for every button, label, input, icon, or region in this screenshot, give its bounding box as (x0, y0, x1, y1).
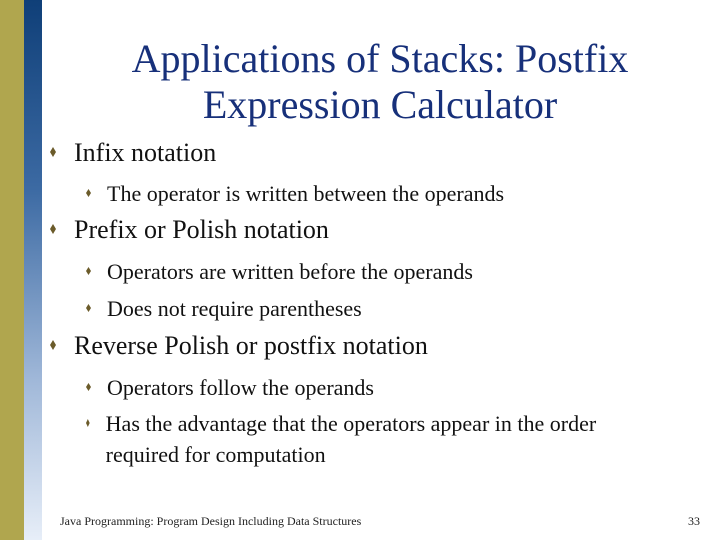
sub-bullet (86, 293, 646, 324)
sub-bullet-diamond-icon (86, 419, 90, 427)
bullet-text: Reverse Polish or postfix notation (74, 331, 428, 360)
left-gradient-bar (24, 0, 42, 540)
bullet-text: Infix notation (74, 138, 217, 167)
slide-title-line-2: Expression Calculator (202, 82, 558, 127)
bullet-infix (50, 138, 216, 168)
sub-bullet (86, 408, 631, 470)
sub-bullet-text: Operators follow the operands (107, 375, 374, 400)
sub-bullet-diamond-icon (86, 267, 91, 275)
bullet-postfix (50, 331, 428, 361)
page-number: 33 (688, 514, 700, 528)
sub-bullet (86, 256, 646, 287)
sub-bullet (86, 178, 646, 209)
bullet-diamond-icon (50, 340, 56, 350)
slide-title (60, 36, 700, 128)
sub-bullet-diamond-icon (86, 189, 91, 197)
sub-bullet-text: Has the advantage that the operators appear in the order required for computation (105, 411, 597, 467)
left-decorative-bar (0, 0, 24, 540)
bullet-diamond-icon (50, 147, 56, 157)
sub-bullet-text: Does not require parentheses (107, 296, 362, 321)
slide-title-line-1: Applications of Stacks: Postfix (131, 36, 629, 81)
bullet-text: Prefix or Polish notation (74, 215, 329, 244)
bullet-prefix (50, 215, 329, 245)
footer-text: Java Programming: Program Design Including Data Structures (60, 514, 362, 528)
bullet-diamond-icon (50, 224, 56, 234)
sub-bullet-text: The operator is written between the operands (107, 181, 505, 206)
sub-bullet (86, 372, 646, 403)
sub-bullet-diamond-icon (86, 304, 91, 312)
sub-bullet-diamond-icon (86, 383, 91, 391)
sub-bullet-text: Operators are written before the operands (107, 259, 473, 284)
